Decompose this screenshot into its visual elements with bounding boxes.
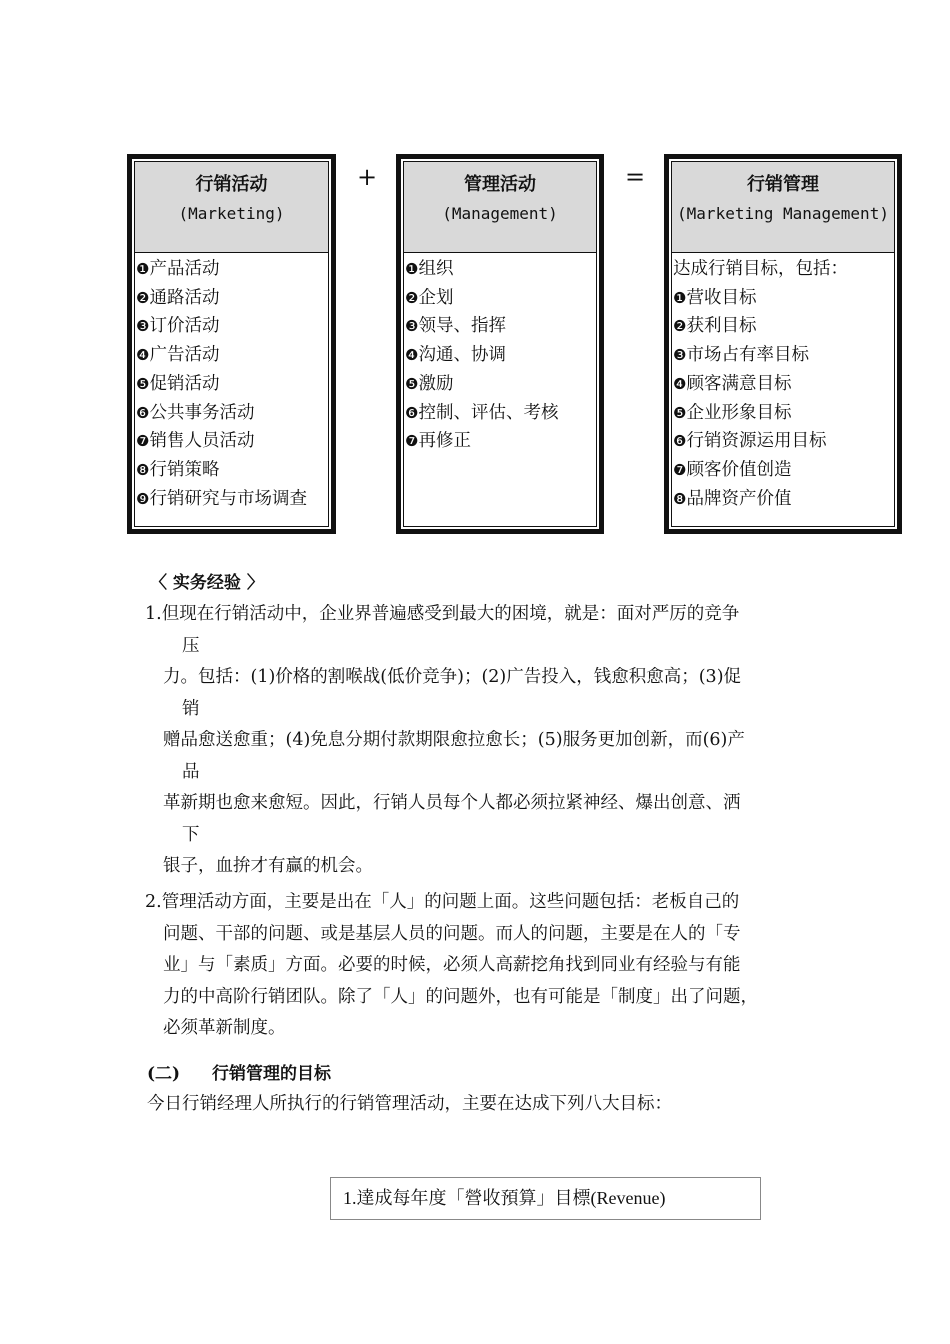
management-box-header — [404, 162, 596, 253]
management-box-subtitle: (Management) — [442, 204, 558, 223]
paragraph-line: 必须革新制度。 — [163, 1018, 286, 1038]
marketing-box-header — [135, 162, 328, 253]
paragraph-line: 赠品愈送愈重；(4)免息分期付款期限愈拉愈长；(5)服务更加创新，而(6)产 — [163, 730, 745, 750]
management-box-list — [405, 255, 595, 456]
list-item: ❻行销资源运用目标 — [673, 431, 827, 452]
management-box-title: 管理活动 — [464, 174, 536, 195]
marketing-management-box-header — [672, 162, 894, 253]
marketing-box — [127, 154, 336, 534]
list-item: ❼再修正 — [405, 431, 471, 452]
list-item: ❶营收目标 — [673, 287, 757, 308]
marketing-management-box-title: 行销管理 — [747, 174, 819, 195]
paragraph-line: 问题、干部的问题、或是基层人员的问题。而人的问题，主要是在人的「专 — [163, 923, 741, 944]
list-item: ❷企划 — [405, 287, 454, 308]
paragraph-line: 1.但现在行销活动中，企业界普遍感受到最大的困境，就是：面对严厉的竞争 — [145, 604, 740, 624]
list-item: ❹顾客满意目标 — [673, 373, 792, 394]
list-item: ❽行销策略 — [136, 459, 220, 480]
list-item: ❸领导、指挥 — [405, 316, 506, 337]
marketing-management-box-subtitle: (Marketing Management) — [677, 204, 889, 223]
marketing-box-title: 行销活动 — [195, 174, 268, 195]
marketing-management-box — [664, 154, 902, 534]
list-item: ❹广告活动 — [136, 345, 220, 366]
section-title: 行销管理的目标 — [212, 1064, 332, 1084]
paragraph-line: 革新期也愈来愈短。因此，行销人员每个人都必须拉紧神经、爆出创意、洒 — [163, 793, 741, 813]
marketing-management-box-list — [673, 255, 893, 513]
point-1 — [145, 599, 745, 883]
equals-operator: = — [625, 163, 646, 191]
paragraph-line: 力。包括：(1)价格的割喉战(低价竞争)；(2)广告投入，钱愈积愈高；(3)促 — [163, 667, 742, 687]
paragraph-line: 下 — [182, 824, 200, 845]
list-item: ❻控制、评估、考核 — [405, 402, 559, 423]
paragraph-line: 销 — [182, 698, 200, 719]
list-intro: 达成行销目标，包括： — [673, 259, 848, 279]
list-item: ❺促销活动 — [136, 373, 220, 394]
marketing-box-list — [136, 255, 327, 513]
list-item: ❶产品活动 — [136, 259, 220, 279]
goal-box: 1.達成每年度「營收預算」目標(Revenue) — [330, 1177, 761, 1220]
paragraph-line: 品 — [182, 761, 200, 782]
list-item: ❷获利目标 — [673, 316, 757, 337]
paragraph-line: 力的中高阶行销团队。除了「人」的问题外，也有可能是「制度」出了问题， — [163, 986, 758, 1007]
list-item: ❾行销研究与市场调查 — [136, 488, 307, 509]
list-item: ❻公共事务活动 — [136, 402, 255, 423]
paragraph-line: 银子，血拚才有赢的机会。 — [163, 856, 373, 876]
section-heading — [147, 1059, 331, 1084]
list-item: ❷通路活动 — [136, 287, 220, 308]
experience-heading: 〈 实务经验 〉 — [150, 573, 264, 593]
list-item: ❼销售人员活动 — [136, 431, 255, 452]
plus-operator: + — [357, 163, 378, 191]
section-intro: 今日行销经理人所执行的行销管理活动，主要在达成下列八大目标： — [147, 1094, 672, 1114]
list-item: ❹沟通、协调 — [405, 345, 506, 366]
management-box — [396, 154, 604, 534]
list-item: ❸订价活动 — [136, 316, 220, 337]
list-item: ❼顾客价值创造 — [673, 459, 792, 480]
paragraph-line: 压 — [182, 635, 200, 656]
list-item: ❺企业形象目标 — [673, 402, 792, 423]
paragraph-line: 业」与「素质」方面。必要的时候，必须人高薪挖角找到同业有经验与有能 — [163, 955, 741, 975]
list-item: ❸市场占有率目标 — [673, 345, 809, 366]
paragraph-line: 2.管理活动方面，主要是出在「人」的问题上面。这些问题包括：老板自己的 — [145, 892, 740, 912]
list-item: ❶组织 — [405, 259, 454, 279]
point-2 — [145, 887, 758, 1045]
list-item: ❺激励 — [405, 373, 454, 394]
list-item: ❽品牌资产价值 — [673, 488, 792, 509]
marketing-box-subtitle: (Marketing) — [178, 204, 285, 223]
section-number: (二) — [147, 1064, 181, 1084]
